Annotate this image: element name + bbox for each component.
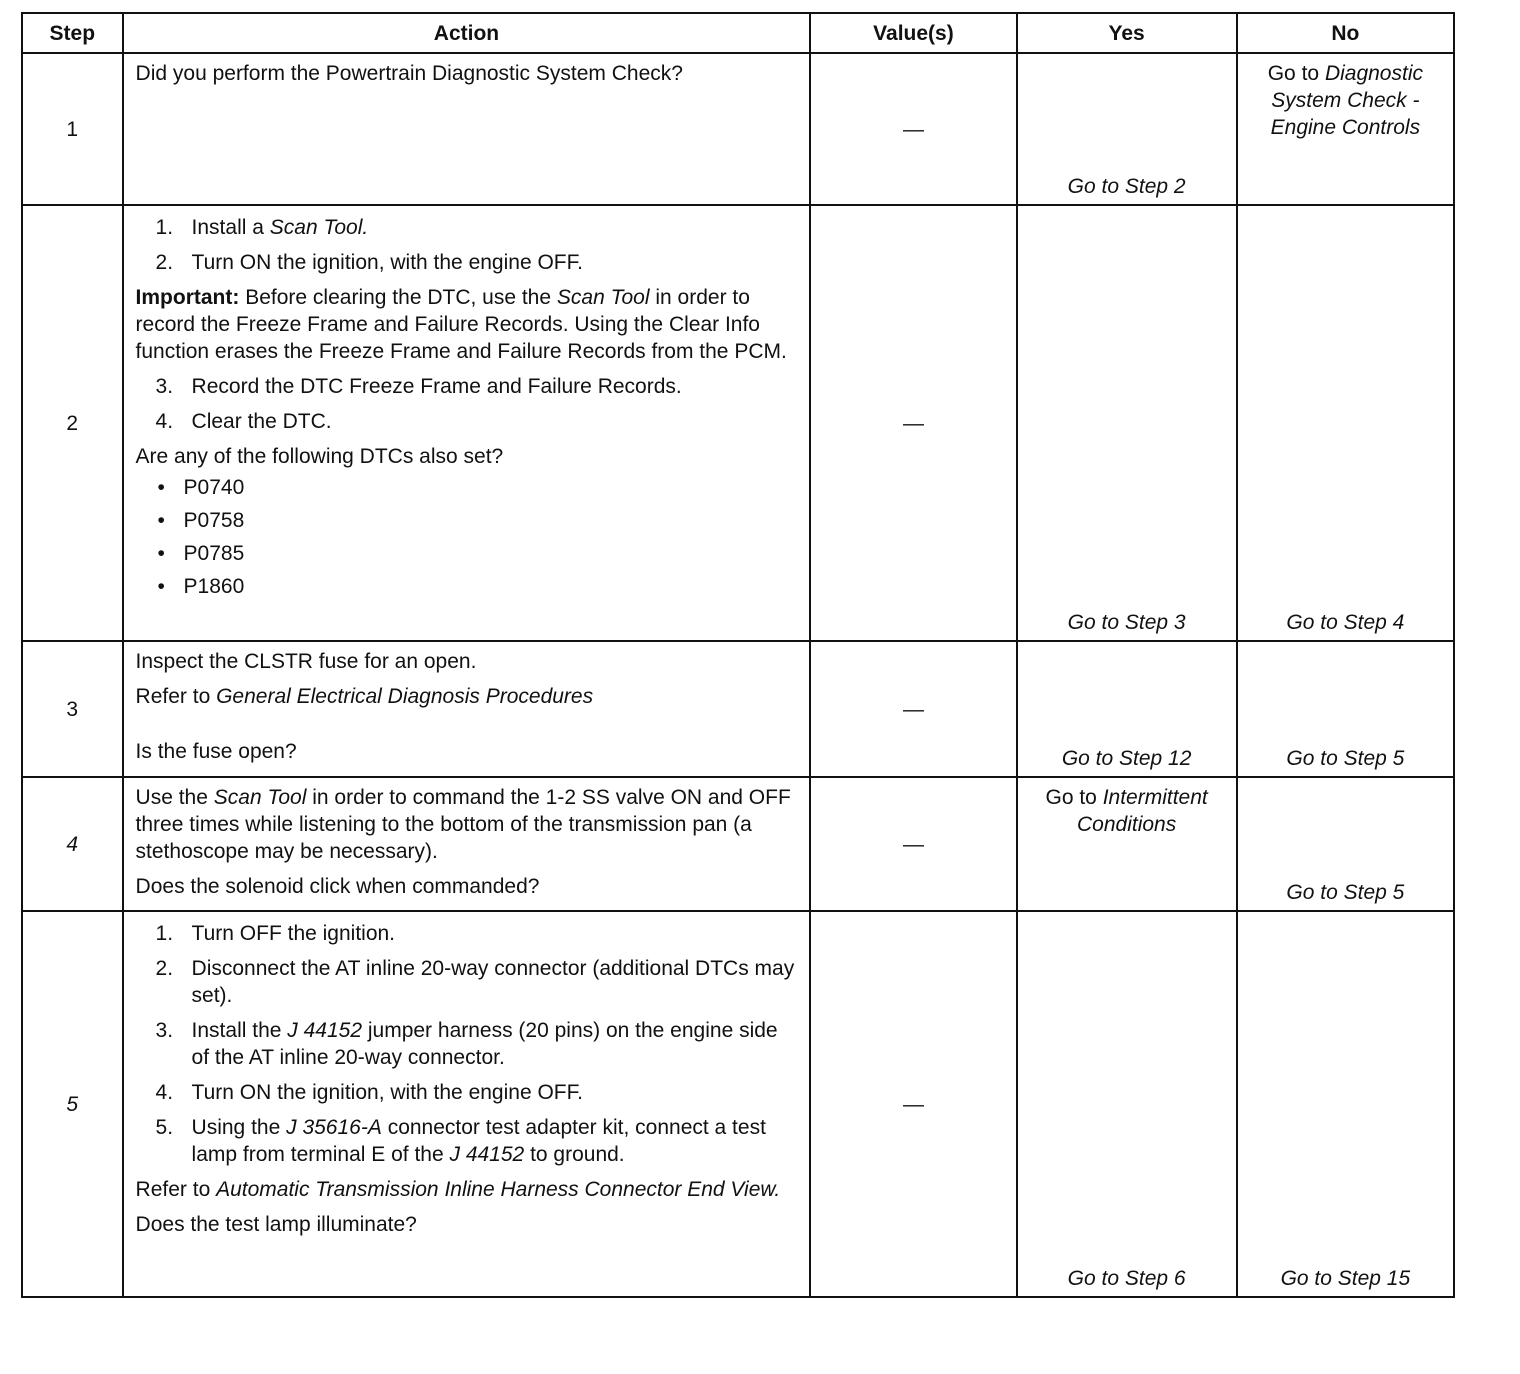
action-cell <box>123 205 811 641</box>
action-question: Did you perform the Powertrain Diagnostic System Check? <box>135 62 683 85</box>
action-text: Inspect the CLSTR fuse for an open. <box>135 650 477 673</box>
yes-cell <box>1017 911 1237 1297</box>
action-step: 2. Turn ON the ignition, with the engine OFF. <box>155 251 583 274</box>
dtc-item: • P1860 <box>157 575 245 598</box>
header-values: Value(s) <box>810 13 1016 53</box>
action-cell <box>123 911 811 1297</box>
table-row-step-1 <box>22 53 1454 205</box>
action-step: 1. Turn OFF the ignition. <box>155 922 396 945</box>
action-reference: Refer to Automatic Transmission Inline Harness Connector End View. <box>135 1178 781 1201</box>
step-number: 5 <box>22 911 123 1297</box>
action-question: Is the fuse open? <box>135 740 297 763</box>
no-cell <box>1237 641 1454 777</box>
no-cell <box>1237 53 1454 205</box>
action-step: 2. Disconnect the AT inline 20-way connector (additional DTCs may set). <box>155 957 795 1007</box>
header-step: Step <box>22 13 123 53</box>
action-text: Use the Scan Tool in order to command the 1-2 SS valve ON and OFF three times while listening to the bottom of the transmission pan (a stethoscope may be necessary). <box>135 786 791 863</box>
no-cell <box>1237 911 1454 1297</box>
yes-cell <box>1017 205 1237 641</box>
value-cell: — <box>810 777 1016 911</box>
no-link[interactable]: Go to Step 5 <box>1286 881 1405 904</box>
no-link[interactable]: Go to Step 4 <box>1286 611 1405 634</box>
step-number: 1 <box>22 53 123 205</box>
action-cell <box>123 53 811 205</box>
diagnostic-table <box>21 12 1455 1298</box>
yes-cell <box>1017 53 1237 205</box>
action-step: 4. Turn ON the ignition, with the engine OFF. <box>155 1081 583 1104</box>
action-question: Does the test lamp illuminate? <box>135 1213 417 1236</box>
no-link[interactable]: Go to Diagnostic System Check - Engine Controls <box>1267 62 1423 139</box>
action-step: 3. Record the DTC Freeze Frame and Failure Records. <box>155 375 682 398</box>
header-action: Action <box>123 13 811 53</box>
dtc-item: • P0785 <box>157 542 245 565</box>
value-cell: — <box>810 205 1016 641</box>
important-note: Important: Before clearing the DTC, use the Scan Tool in order to record the Freeze Frame and Failure Records. Using the Clear Info function erases the Freeze Frame and Failure Records from the PCM. <box>135 286 787 363</box>
no-link[interactable]: Go to Step 5 <box>1286 747 1405 770</box>
action-cell <box>123 777 811 911</box>
action-question: Does the solenoid click when commanded? <box>135 875 540 898</box>
action-step: 5. Using the J 35616-A connector test adapter kit, connect a test lamp from terminal E of the J 44152 to ground. <box>155 1116 766 1166</box>
no-cell <box>1237 777 1454 911</box>
value-cell: — <box>810 641 1016 777</box>
step-number: 3 <box>22 641 123 777</box>
value-cell: — <box>810 53 1016 205</box>
dtc-item: • P0758 <box>157 509 245 532</box>
action-step: 1. Install a Scan Tool. <box>155 216 369 239</box>
action-reference: Refer to General Electrical Diagnosis Procedures <box>135 685 594 708</box>
table-row-step-2 <box>22 205 1454 641</box>
header-no: No <box>1237 13 1454 53</box>
no-cell <box>1237 205 1454 641</box>
action-step: 3. Install the J 44152 jumper harness (20 pins) on the engine side of the AT inline 20-way connector. <box>155 1019 778 1069</box>
action-cell <box>123 641 811 777</box>
yes-link[interactable]: Go to Step 6 <box>1067 1267 1186 1290</box>
yes-cell <box>1017 777 1237 911</box>
yes-link[interactable]: Go to Step 12 <box>1061 747 1192 770</box>
step-number: 4 <box>22 777 123 911</box>
table-row-step-3 <box>22 641 1454 777</box>
yes-link[interactable]: Go to Step 3 <box>1067 611 1186 634</box>
no-link[interactable]: Go to Step 15 <box>1280 1267 1411 1290</box>
dtc-item: • P0740 <box>157 476 245 499</box>
yes-link[interactable]: Go to Step 2 <box>1067 175 1186 198</box>
header-row <box>22 13 1454 53</box>
action-question: Are any of the following DTCs also set? <box>135 445 504 468</box>
yes-cell <box>1017 641 1237 777</box>
table-row-step-5 <box>22 911 1454 1297</box>
step-number: 2 <box>22 205 123 641</box>
value-cell: — <box>810 911 1016 1297</box>
table-row-step-4 <box>22 777 1454 911</box>
yes-link[interactable]: Go to Intermittent Conditions <box>1045 786 1208 836</box>
header-yes: Yes <box>1017 13 1237 53</box>
action-step: 4. Clear the DTC. <box>155 410 332 433</box>
